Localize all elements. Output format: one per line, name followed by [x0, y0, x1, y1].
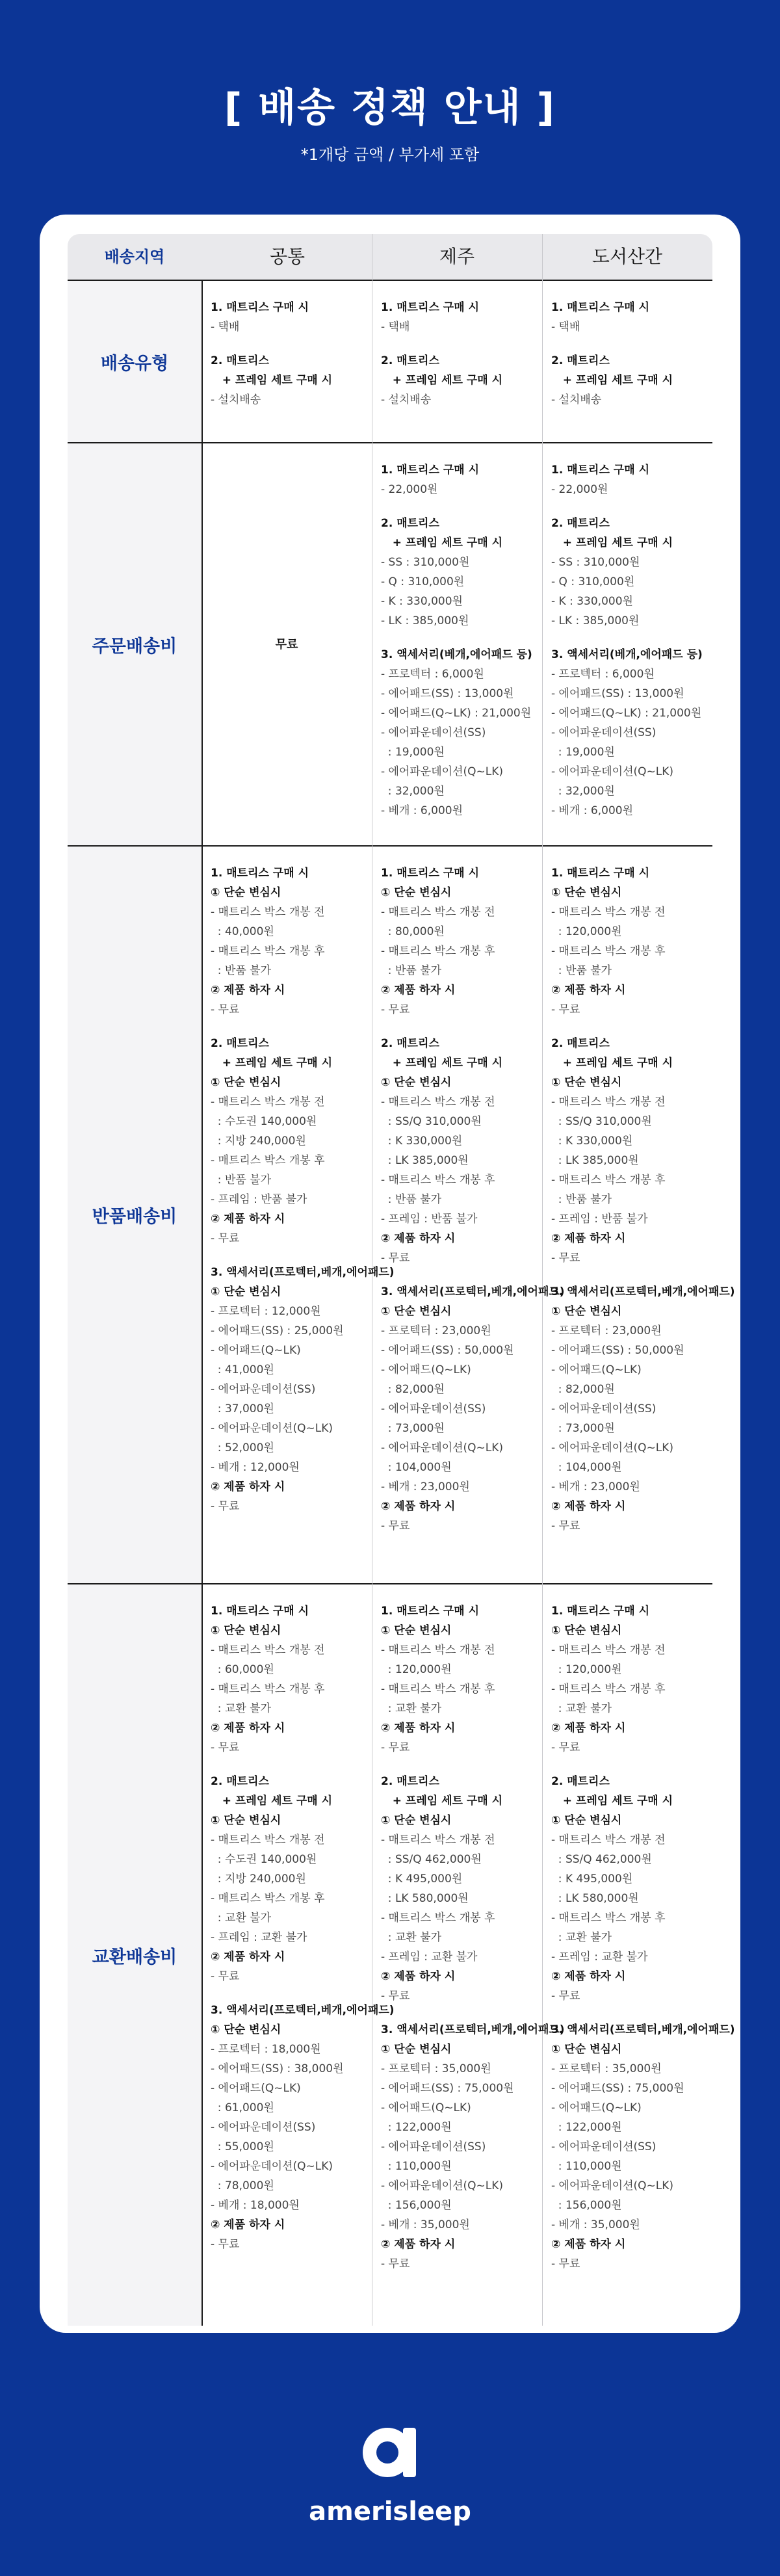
- cell-line: - 프로텍터 : 6,000원: [381, 668, 484, 681]
- cell-line: - 에어패드(Q~LK): [381, 2101, 471, 2114]
- cell-line: - 설치배송: [551, 393, 602, 406]
- cell-line: - 22,000원: [551, 483, 608, 496]
- cell-line: - 프로텍터 : 12,000원: [211, 1305, 321, 1318]
- cell-line: : K 330,000원: [381, 1135, 463, 1148]
- cell-heading: 2. 매트리스: [551, 1037, 610, 1050]
- cell-line: - 매트리스 박스 개봉 후: [211, 945, 325, 958]
- cell-line: : 반품 불가: [551, 1193, 612, 1206]
- cell-line: : 110,000원: [551, 2160, 622, 2173]
- cell-jeju: [381, 298, 502, 410]
- cell-spacer: [211, 1019, 395, 1034]
- cell-heading: 2. 매트리스: [381, 517, 439, 530]
- cell-line: - 무료: [211, 1003, 240, 1016]
- cell-line: : 120,000원: [551, 925, 622, 938]
- cell-heading: ① 단순 변심시: [211, 1624, 281, 1637]
- cell-heading: 2. 매트리스: [211, 354, 269, 367]
- cell-line: - 무료: [381, 1741, 410, 1754]
- cell-spacer: [381, 1757, 565, 1772]
- header-col-island: 도서산간: [592, 246, 663, 267]
- cell-line: - 에어파운데이션(Q~LK): [551, 765, 674, 778]
- cell-line: : 156,000원: [551, 2199, 622, 2212]
- cell-heading: + 프레임 세트 구매 시: [551, 536, 673, 549]
- cell-heading: ① 단순 변심시: [211, 1285, 281, 1298]
- cell-line: : 교환 불가: [381, 1702, 442, 1715]
- cell-spacer: [381, 337, 502, 351]
- cell-line: - 에어파운데이션(Q~LK): [551, 2179, 674, 2192]
- cell-line: : 60,000원: [211, 1663, 274, 1676]
- cell-line: : 19,000원: [381, 746, 445, 759]
- cell-heading: + 프레임 세트 구매 시: [551, 1057, 673, 1070]
- cell-heading: ② 제품 하자 시: [551, 1500, 626, 1513]
- cell-line: : 수도권 140,000원: [211, 1115, 317, 1128]
- cell-heading: 3. 액세서리(베개,에어패드 등): [381, 648, 532, 661]
- cell-line: - 설치배송: [381, 393, 432, 406]
- cell-spacer: [551, 1757, 735, 1772]
- cell-heading: 1. 매트리스 구매 시: [551, 1605, 649, 1618]
- cell-heading: ① 단순 변심시: [381, 2043, 452, 2056]
- cell-line: : 반품 불가: [381, 964, 442, 977]
- cell-line: - 매트리스 박스 개봉 후: [381, 945, 495, 958]
- cell-line: : 교환 불가: [381, 1931, 442, 1944]
- cell-line: : 82,000원: [551, 1383, 615, 1396]
- cell-line: - SS : 310,000원: [551, 556, 640, 569]
- cell-heading: ② 제품 하자 시: [211, 984, 285, 997]
- header-col-region: 배송지역: [104, 248, 165, 266]
- cell-heading: ① 단순 변심시: [551, 886, 622, 899]
- header-col-jeju: 제주: [439, 246, 475, 267]
- cell-heading: + 프레임 세트 구매 시: [211, 1057, 333, 1070]
- cell-line: - 에어패드(SS) : 75,000원: [551, 2082, 684, 2095]
- cell-line: - 프로텍터 : 35,000원: [381, 2062, 491, 2075]
- cell-line: - 에어패드(SS) : 38,000원: [211, 2062, 344, 2075]
- row-label: 주문배송비: [68, 443, 202, 845]
- cell-line: : 32,000원: [551, 785, 615, 798]
- cell-line: - 에어파운데이션(SS): [551, 726, 656, 739]
- cell-line: - 에어패드(Q~LK): [211, 1344, 301, 1357]
- cell-line: - 매트리스 박스 개봉 전: [551, 1096, 666, 1109]
- cell-spacer: [551, 337, 673, 351]
- cell-line: - 프레임 : 반품 불가: [211, 1193, 307, 1206]
- cell-line: - 베개 : 35,000원: [381, 2218, 470, 2231]
- cell-heading: ② 제품 하자 시: [381, 2238, 456, 2251]
- cell-line: - 에어패드(SS) : 13,000원: [381, 687, 514, 700]
- cell-line: - K : 330,000원: [551, 595, 633, 608]
- cell-line: - 에어파운데이션(Q~LK): [381, 2179, 504, 2192]
- cell-line: - 에어패드(SS) : 25,000원: [211, 1324, 344, 1337]
- cell-line: - 에어파운데이션(SS): [381, 1402, 486, 1415]
- cell-heading: 1. 매트리스 구매 시: [551, 867, 649, 880]
- cell-line: - 매트리스 박스 개봉 전: [211, 1096, 325, 1109]
- cell-line: - 에어파운데이션(Q~LK): [211, 1422, 333, 1435]
- cell-line: - 프로텍터 : 18,000원: [211, 2043, 321, 2056]
- cell-spacer: [551, 499, 703, 514]
- cell-heading: 2. 매트리스: [551, 354, 610, 367]
- header-col-common: 공통: [269, 246, 306, 267]
- cell-spacer: [551, 1268, 735, 1282]
- cell-spacer: [211, 1986, 395, 2001]
- cell-line: - 무료: [211, 1232, 240, 1245]
- cell-heading: + 프레임 세트 구매 시: [551, 1794, 673, 1807]
- cell-line: - 프레임 : 교환 불가: [551, 1951, 648, 1964]
- cell-line: - 매트리스 박스 개봉 후: [551, 1912, 666, 1925]
- cell-heading: 1. 매트리스 구매 시: [551, 301, 649, 314]
- cell-line: - 매트리스 박스 개봉 전: [551, 906, 666, 919]
- cell-line: - 프레임 : 반품 불가: [551, 1213, 648, 1226]
- cell-heading: ① 단순 변심시: [381, 1305, 452, 1318]
- cell-line: - 매트리스 박스 개봉 전: [211, 1644, 325, 1657]
- cell-line: : 120,000원: [551, 1663, 622, 1676]
- cell-heading: 1. 매트리스 구매 시: [211, 1605, 309, 1618]
- cell-line: - 매트리스 박스 개봉 전: [551, 1644, 666, 1657]
- cell-spacer: [381, 1268, 565, 1282]
- cell-line: - 무료: [551, 1990, 580, 2003]
- cell-line: - 매트리스 박스 개봉 후: [381, 1174, 495, 1187]
- cell-heading: ② 제품 하자 시: [381, 984, 456, 997]
- cell-line: : 지방 240,000원: [211, 1135, 306, 1148]
- row-label: 반품배송비: [68, 847, 202, 1583]
- cell-line: - 에어패드(Q~LK): [551, 1363, 642, 1376]
- cell-line: - 에어패드(SS) : 13,000원: [551, 687, 684, 700]
- cell-line: : 104,000원: [551, 1461, 622, 1474]
- cell-line: - 매트리스 박스 개봉 전: [381, 1833, 495, 1847]
- cell-line: - 프로텍터 : 6,000원: [551, 668, 655, 681]
- cell-line: : 61,000원: [211, 2101, 274, 2114]
- cell-line: - 무료: [381, 2257, 410, 2270]
- cell-line: - 프레임 : 교환 불가: [381, 1951, 478, 1964]
- cell-line: : 156,000원: [381, 2199, 452, 2212]
- cell-jeju: [381, 863, 565, 1536]
- cell-heading: 2. 매트리스: [211, 1775, 269, 1788]
- brand-name: amerisleep: [309, 2497, 471, 2527]
- cell-line: : 교환 불가: [211, 1912, 272, 1925]
- cell-line: - 무료: [551, 1519, 580, 1532]
- cell-line: - 22,000원: [381, 483, 438, 496]
- amerisleep-a-logo-icon: [358, 2419, 422, 2484]
- cell-line: : 52,000원: [211, 1441, 274, 1454]
- cell-spacer: [381, 1019, 565, 1034]
- cell-line: - Q : 310,000원: [381, 575, 465, 588]
- cell-line: - 무료: [381, 1003, 410, 1016]
- cell-line: - 매트리스 박스 개봉 후: [381, 1683, 495, 1696]
- cell-line: : 110,000원: [381, 2160, 452, 2173]
- cell-heading: ① 단순 변심시: [551, 1624, 622, 1637]
- cell-line: - 에어파운데이션(SS): [551, 2140, 656, 2153]
- cell-line: - 설치배송: [211, 393, 261, 406]
- cell-line: - 에어패드(Q~LK): [551, 2101, 642, 2114]
- cell-line: : 반품 불가: [211, 964, 272, 977]
- cell-line: - 매트리스 박스 개봉 후: [211, 1154, 325, 1167]
- cell-line: - 매트리스 박스 개봉 후: [381, 1912, 495, 1925]
- cell-heading: ② 제품 하자 시: [381, 1722, 456, 1735]
- cell-line: - 무료: [551, 2257, 580, 2270]
- cell-heading: ① 단순 변심시: [381, 886, 452, 899]
- cell-spacer: [551, 1019, 735, 1034]
- cell-line: - 매트리스 박스 개봉 후: [211, 1892, 325, 1905]
- cell-line: : 122,000원: [551, 2121, 622, 2134]
- cell-line: - SS : 310,000원: [381, 556, 470, 569]
- cell-line: - 베개 : 23,000원: [551, 1480, 640, 1493]
- cell-line: : LK 385,000원: [381, 1154, 469, 1167]
- cell-jeju: [381, 1601, 565, 2274]
- cell-line: : 반품 불가: [211, 1174, 272, 1187]
- cell-line: : 104,000원: [381, 1461, 452, 1474]
- cell-heading: ① 단순 변심시: [551, 2043, 622, 2056]
- cell-line: - 무료: [381, 1252, 410, 1265]
- cell-heading: 3. 액세서리(프로텍터,베개,에어패드): [381, 2023, 565, 2036]
- cell-line: : K 495,000원: [381, 1873, 463, 1886]
- cell-line: : SS/Q 462,000원: [381, 1853, 482, 1866]
- cell-line: : LK 385,000원: [551, 1154, 639, 1167]
- cell-heading: + 프레임 세트 구매 시: [381, 1794, 503, 1807]
- cell-line: - 에어파운데이션(Q~LK): [211, 2160, 333, 2173]
- cell-spacer: [381, 499, 532, 514]
- cell-heading: ① 단순 변심시: [381, 1076, 452, 1089]
- cell-heading: ② 제품 하자 시: [551, 1232, 626, 1245]
- cell-line: - 에어패드(Q~LK): [211, 2082, 301, 2095]
- cell-island: [551, 1601, 735, 2274]
- cell-heading: + 프레임 세트 구매 시: [381, 374, 503, 387]
- cell-heading: 2. 매트리스: [381, 1037, 439, 1050]
- cell-line: - 무료: [381, 1519, 410, 1532]
- cell-line: - 무료: [551, 1003, 580, 1016]
- cell-line: - K : 330,000원: [381, 595, 463, 608]
- policy-table: [68, 234, 735, 2326]
- cell-heading: + 프레임 세트 구매 시: [211, 374, 333, 387]
- cell-heading: ② 제품 하자 시: [551, 1722, 626, 1735]
- cell-island: [551, 298, 673, 410]
- cell-heading: ② 제품 하자 시: [381, 1970, 456, 1983]
- cell-heading: 3. 액세서리(베개,에어패드 등): [551, 648, 703, 661]
- cell-line: : 19,000원: [551, 746, 615, 759]
- cell-heading: ② 제품 하자 시: [551, 984, 626, 997]
- cell-line: : 73,000원: [381, 1422, 445, 1435]
- cell-line: : 37,000원: [211, 1402, 274, 1415]
- cell-line: : SS/Q 310,000원: [381, 1115, 482, 1128]
- cell-line: - 베개 : 23,000원: [381, 1480, 470, 1493]
- cell-heading: ① 단순 변심시: [551, 1814, 622, 1827]
- cell-heading: ① 단순 변심시: [551, 1305, 622, 1318]
- cell-line: - 택배: [551, 321, 580, 334]
- cell-spacer: [551, 631, 703, 645]
- cell-line: : 40,000원: [211, 925, 274, 938]
- cell-heading: 1. 매트리스 구매 시: [551, 464, 649, 477]
- cell-line: : 반품 불가: [381, 1193, 442, 1206]
- cell-line: : LK 580,000원: [551, 1892, 639, 1905]
- table-header: [68, 234, 712, 280]
- cell-line: - 에어패드(Q~LK) : 21,000원: [381, 707, 532, 720]
- cell-spacer: [381, 631, 532, 645]
- cell-heading: 1. 매트리스 구매 시: [381, 867, 479, 880]
- cell-heading: ① 단순 변심시: [211, 886, 281, 899]
- cell-line: : 41,000원: [211, 1363, 274, 1376]
- cell-line: - 택배: [381, 321, 410, 334]
- cell-line: - 프레임 : 반품 불가: [381, 1213, 478, 1226]
- cell-line: : 73,000원: [551, 1422, 615, 1435]
- cell-heading: 1. 매트리스 구매 시: [381, 464, 479, 477]
- cell-line: - 매트리스 박스 개봉 후: [551, 1683, 666, 1696]
- cell-heading: 1. 매트리스 구매 시: [211, 867, 309, 880]
- cell-line: - 에어파운데이션(Q~LK): [381, 1441, 504, 1454]
- cell-line: : 80,000원: [381, 925, 445, 938]
- cell-heading: 3. 액세서리(프로텍터,베개,에어패드): [551, 2023, 735, 2036]
- cell-line: - 에어패드(Q~LK): [381, 1363, 471, 1376]
- cell-heading: ② 제품 하자 시: [551, 1970, 626, 1983]
- cell-common: [211, 863, 395, 1516]
- policy-card: [40, 215, 740, 2333]
- cell-heading: ② 제품 하자 시: [211, 1951, 285, 1964]
- cell-line: - 베개 : 6,000원: [381, 804, 463, 817]
- cell-line: - 베개 : 6,000원: [551, 804, 634, 817]
- cell-line: - 매트리스 박스 개봉 전: [551, 1833, 666, 1847]
- cell-line: - 매트리스 박스 개봉 전: [381, 1096, 495, 1109]
- cell-line: - 무료: [211, 2238, 240, 2251]
- cell-line: - 에어파운데이션(SS): [381, 2140, 486, 2153]
- cell-line: - 에어패드(SS) : 75,000원: [381, 2082, 514, 2095]
- cell-line: - 베개 : 35,000원: [551, 2218, 640, 2231]
- row-label: 배송유형: [68, 281, 202, 442]
- cell-spacer: [551, 2006, 735, 2020]
- cell-line: - 무료: [381, 1990, 410, 2003]
- cell-heading: ① 단순 변심시: [211, 1076, 281, 1089]
- cell-heading: ① 단순 변심시: [381, 1814, 452, 1827]
- cell-line: - Q : 310,000원: [551, 575, 635, 588]
- cell-line: - 무료: [211, 1500, 240, 1513]
- cell-line: - 에어패드(SS) : 50,000원: [381, 1344, 514, 1357]
- cell-line: : K 330,000원: [551, 1135, 633, 1148]
- cell-heading: 1. 매트리스 구매 시: [211, 301, 309, 314]
- cell-common-free: 무료: [275, 638, 298, 651]
- cell-line: - 에어파운데이션(SS): [381, 726, 486, 739]
- cell-line: - 에어파운데이션(SS): [211, 1383, 316, 1396]
- cell-heading: ② 제품 하자 시: [211, 1480, 285, 1493]
- cell-heading: 3. 액세서리(프로텍터,베개,에어패드): [381, 1285, 565, 1298]
- page-subtitle: *1개당 금액 / 부가세 포함: [300, 146, 480, 164]
- cell-heading: ② 제품 하자 시: [211, 1213, 285, 1226]
- cell-line: : 지방 240,000원: [211, 1873, 306, 1886]
- cell-line: : 교환 불가: [551, 1702, 612, 1715]
- cell-line: : 반품 불가: [551, 964, 612, 977]
- row-label: 교환배송비: [68, 1584, 202, 2326]
- cell-line: - 무료: [211, 1741, 240, 1754]
- cell-heading: + 프레임 세트 구매 시: [551, 374, 673, 387]
- cell-heading: 2. 매트리스: [381, 1775, 439, 1788]
- cell-line: - 프로텍터 : 35,000원: [551, 2062, 662, 2075]
- cell-line: : 교환 불가: [551, 1931, 612, 1944]
- cell-line: - 에어패드(SS) : 50,000원: [551, 1344, 684, 1357]
- cell-heading: 3. 액세서리(프로텍터,베개,에어패드): [211, 1266, 395, 1279]
- cell-heading: 1. 매트리스 구매 시: [381, 301, 479, 314]
- cell-line: - LK : 385,000원: [381, 614, 469, 627]
- cell-line: : SS/Q 310,000원: [551, 1115, 652, 1128]
- cell-line: : 32,000원: [381, 785, 445, 798]
- header: [0, 0, 780, 215]
- cell-heading: 2. 매트리스: [211, 1037, 269, 1050]
- cell-line: - 무료: [551, 1252, 580, 1265]
- cell-heading: ② 제품 하자 시: [381, 1500, 456, 1513]
- cell-heading: ② 제품 하자 시: [551, 2238, 626, 2251]
- cell-line: : 78,000원: [211, 2179, 274, 2192]
- cell-spacer: [211, 1248, 395, 1263]
- cell-line: - 프로텍터 : 23,000원: [381, 1324, 491, 1337]
- cell-line: - 매트리스 박스 개봉 전: [381, 906, 495, 919]
- cell-line: - 에어파운데이션(SS): [551, 1402, 656, 1415]
- cell-line: - 매트리스 박스 개봉 전: [211, 1833, 325, 1847]
- cell-heading: ② 제품 하자 시: [211, 2218, 285, 2231]
- cell-line: - 베개 : 12,000원: [211, 1461, 300, 1474]
- cell-line: - 매트리스 박스 개봉 전: [211, 906, 325, 919]
- page-title: [ 배송 정책 안내 ]: [224, 85, 556, 131]
- cell-spacer: [211, 337, 332, 351]
- cell-line: - 매트리스 박스 개봉 후: [211, 1683, 325, 1696]
- cell-line: : 82,000원: [381, 1383, 445, 1396]
- cell-line: : 교환 불가: [211, 1702, 272, 1715]
- cell-line: - 택배: [211, 321, 240, 334]
- cell-line: - 프레임 : 교환 불가: [211, 1931, 307, 1944]
- cell-heading: 2. 매트리스: [551, 517, 610, 530]
- cell-line: : 120,000원: [381, 1663, 452, 1676]
- cell-heading: ② 제품 하자 시: [211, 1722, 285, 1735]
- cell-line: : 55,000원: [211, 2140, 274, 2153]
- footer-brand: [0, 2419, 780, 2549]
- cell-heading: + 프레임 세트 구매 시: [381, 536, 503, 549]
- cell-line: - 무료: [551, 1741, 580, 1754]
- cell-line: - 매트리스 박스 개봉 후: [551, 945, 666, 958]
- cell-spacer: [211, 1757, 395, 1772]
- cell-common: [211, 1601, 395, 2254]
- cell-line: : SS/Q 462,000원: [551, 1853, 652, 1866]
- cell-island: [551, 460, 703, 821]
- cell-heading: 2. 매트리스: [381, 354, 439, 367]
- cell-line: - 에어패드(Q~LK) : 21,000원: [551, 707, 702, 720]
- cell-line: : K 495,000원: [551, 1873, 633, 1886]
- cell-line: : 수도권 140,000원: [211, 1853, 317, 1866]
- cell-line: - 에어파운데이션(Q~LK): [551, 1441, 674, 1454]
- cell-line: : 122,000원: [381, 2121, 452, 2134]
- cell-line: - 매트리스 박스 개봉 후: [551, 1174, 666, 1187]
- cell-line: - 프로텍터 : 23,000원: [551, 1324, 662, 1337]
- cell-heading: ① 단순 변심시: [551, 1076, 622, 1089]
- cell-spacer: [381, 2006, 565, 2020]
- cell-island: [551, 863, 735, 1536]
- cell-heading: ① 단순 변심시: [211, 2023, 281, 2036]
- cell-line: - 매트리스 박스 개봉 전: [381, 1644, 495, 1657]
- cell-line: - LK : 385,000원: [551, 614, 640, 627]
- cell-line: : LK 580,000원: [381, 1892, 469, 1905]
- cell-heading: ② 제품 하자 시: [381, 1232, 456, 1245]
- cell-heading: + 프레임 세트 구매 시: [381, 1057, 503, 1070]
- cell-heading: 1. 매트리스 구매 시: [381, 1605, 479, 1618]
- cell-heading: ① 단순 변심시: [381, 1624, 452, 1637]
- cell-line: - 베개 : 18,000원: [211, 2199, 300, 2212]
- cell-heading: 2. 매트리스: [551, 1775, 610, 1788]
- cell-common: [211, 298, 332, 410]
- cell-line: - 무료: [211, 1970, 240, 1983]
- cell-line: - 에어파운데이션(Q~LK): [381, 765, 504, 778]
- cell-jeju: [381, 460, 532, 821]
- cell-line: - 에어파운데이션(SS): [211, 2121, 316, 2134]
- cell-heading: 3. 액세서리(프로텍터,베개,에어패드): [551, 1285, 735, 1298]
- cell-heading: + 프레임 세트 구매 시: [211, 1794, 333, 1807]
- cell-heading: 3. 액세서리(프로텍터,베개,에어패드): [211, 2004, 395, 2017]
- cell-heading: ① 단순 변심시: [211, 1814, 281, 1827]
